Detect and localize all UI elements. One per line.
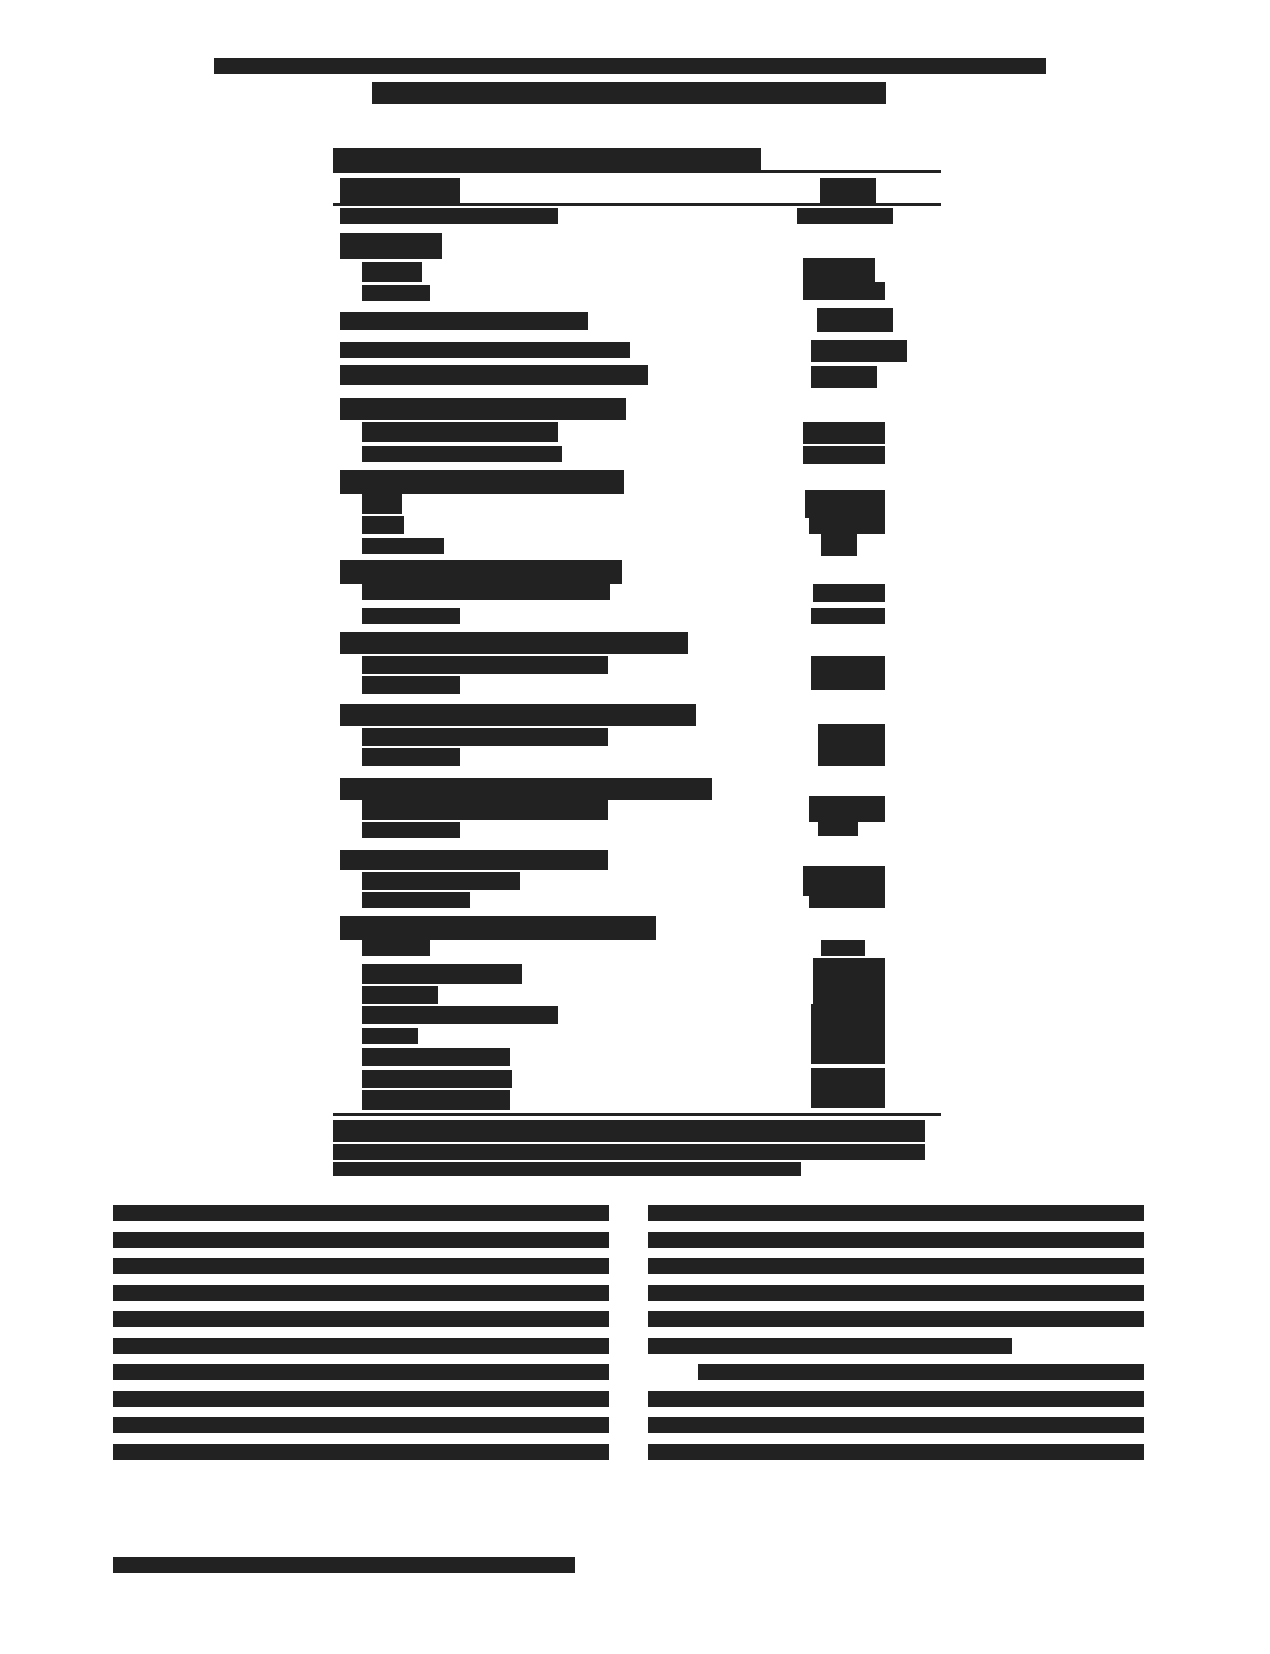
body-line-redacted: [113, 1417, 609, 1433]
table-row-label-redacted: [340, 398, 626, 420]
body-line-redacted: [113, 1258, 609, 1274]
table-row-label-redacted: [362, 516, 404, 534]
table-row-label-redacted: [362, 262, 422, 282]
body-line-redacted: [648, 1444, 1144, 1460]
table-row-label-redacted: [362, 800, 608, 820]
table-footnote-redacted: [333, 1162, 801, 1176]
table-row-label-redacted: [362, 892, 470, 908]
table-row-label-redacted: [362, 1070, 512, 1088]
table-row-label-redacted: [362, 1028, 418, 1044]
table-row-value-redacted: [811, 340, 907, 362]
table-row-label-redacted: [340, 208, 558, 224]
table-row-label-redacted: [362, 748, 460, 766]
table-row-value-redacted: [813, 958, 885, 988]
table-row-label-redacted: [362, 538, 444, 554]
table-row-label-redacted: [362, 1006, 558, 1024]
table-footnote-redacted: [333, 1120, 925, 1142]
table-row-value-redacted: [811, 608, 885, 624]
table-row-value-redacted: [809, 796, 885, 822]
table-row-label-redacted: [340, 916, 656, 940]
table-rule: [333, 1113, 941, 1116]
body-line-redacted: [648, 1338, 1012, 1354]
table-row-label-redacted: [362, 1090, 510, 1110]
table-row-value-redacted: [811, 656, 885, 690]
table-row-value-redacted: [813, 584, 885, 602]
table-row-label-redacted: [340, 312, 588, 330]
table-rule: [333, 170, 941, 173]
table-row-value-redacted: [803, 282, 885, 300]
table-row-label-redacted: [362, 446, 562, 462]
table-row-value-redacted: [818, 724, 885, 766]
table-row-value-redacted: [811, 1044, 885, 1064]
table-footnote-redacted: [333, 1144, 925, 1160]
table-row-value-redacted: [803, 866, 885, 896]
body-line-redacted: [648, 1258, 1144, 1274]
table-row-label-redacted: [340, 704, 696, 726]
table-row-value-redacted: [821, 940, 865, 956]
body-line-redacted: [648, 1311, 1144, 1327]
table-row-value-redacted: [803, 422, 885, 444]
table-row-label-redacted: [362, 822, 460, 838]
table-row-label-redacted: [362, 676, 460, 694]
table-row-label-redacted: [340, 850, 608, 870]
table-row-label-redacted: [362, 940, 430, 956]
table-row-value-redacted: [818, 820, 858, 836]
table-row-value-redacted: [811, 1004, 885, 1026]
table-row-value-redacted: [811, 1068, 885, 1088]
body-line-redacted: [113, 1205, 609, 1221]
table-row-label-redacted: [362, 494, 402, 514]
table-row-label-redacted: [340, 342, 630, 358]
body-line-redacted: [113, 1444, 609, 1460]
table-row-label-redacted: [340, 365, 648, 385]
table-row-label-redacted: [362, 728, 608, 746]
table-row-value-redacted: [805, 490, 885, 518]
body-line-redacted: [648, 1285, 1144, 1301]
body-line-redacted: [113, 1338, 609, 1354]
body-line-redacted: [648, 1232, 1144, 1248]
table-row-label-redacted: [362, 608, 460, 624]
body-line-redacted: [698, 1364, 1144, 1380]
table-row-value-redacted: [797, 208, 893, 224]
table-row-label-redacted: [340, 778, 712, 800]
table-row-label-redacted: [340, 470, 624, 494]
table-row-label-redacted: [362, 285, 430, 301]
table-row-label-redacted: [340, 632, 688, 654]
table-row-value-redacted: [817, 308, 893, 332]
table-row-value-redacted: [803, 446, 885, 464]
body-line-redacted: [648, 1391, 1144, 1407]
table-row-value-redacted: [813, 986, 885, 1004]
table-caption-redacted: [333, 148, 761, 172]
table-row-value-redacted: [811, 366, 877, 388]
table-row-value-redacted: [821, 534, 857, 556]
footer-text-redacted: [113, 1557, 575, 1573]
body-line-redacted: [113, 1285, 609, 1301]
table-row-label-redacted: [362, 584, 610, 600]
table-rule: [333, 203, 941, 206]
table-row-value-redacted: [811, 1088, 885, 1108]
table-header-cell-redacted: [340, 178, 460, 203]
table-row-value-redacted: [809, 894, 885, 908]
table-row-label-redacted: [362, 1048, 510, 1066]
table-row-label-redacted: [362, 964, 522, 984]
table-row-label-redacted: [362, 422, 558, 442]
table-row-label-redacted: [362, 872, 520, 890]
body-line-redacted: [113, 1391, 609, 1407]
body-line-redacted: [113, 1311, 609, 1327]
title-line-redacted: [372, 82, 886, 104]
table-row-value-redacted: [809, 516, 885, 534]
table-row-label-redacted: [340, 233, 442, 259]
table-header-cell-redacted: [820, 178, 876, 203]
table-row-label-redacted: [362, 656, 608, 674]
body-line-redacted: [113, 1364, 609, 1380]
body-line-redacted: [648, 1205, 1144, 1221]
body-line-redacted: [113, 1232, 609, 1248]
title-line-redacted: [214, 58, 1046, 74]
body-line-redacted: [648, 1417, 1144, 1433]
table-row-value-redacted: [811, 1026, 885, 1044]
table-row-label-redacted: [340, 560, 622, 584]
table-row-label-redacted: [362, 986, 438, 1004]
